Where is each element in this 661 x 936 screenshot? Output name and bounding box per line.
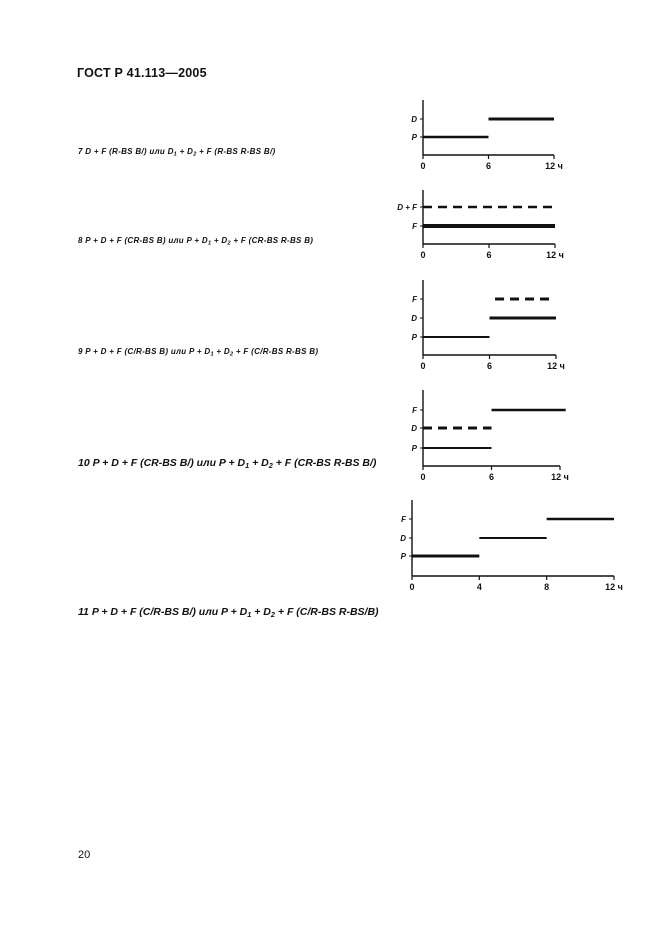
formula-text: P + D + F (C/R-BS B) или P + D xyxy=(85,347,211,356)
formula-subscript: 1 xyxy=(173,151,178,158)
formula-text: P + D + F (CR-BS B/) или P + D xyxy=(92,457,246,469)
row-label: F xyxy=(401,515,406,524)
row-label: D + F xyxy=(397,203,417,212)
formula-text: + D xyxy=(249,457,269,469)
formula-text: + D xyxy=(251,606,271,618)
row-label: P xyxy=(411,444,417,453)
formula-text: P + D + F (C/R-BS B/) или P + D xyxy=(91,606,248,618)
x-tick-label: 0 xyxy=(420,361,426,371)
formula-text: + D xyxy=(213,347,230,356)
x-tick-label: 6 xyxy=(485,161,492,171)
x-tick-label: 6 xyxy=(486,250,492,260)
formula-text: + F (R-BS R-BS B/) xyxy=(196,147,276,156)
x-tick-label: 12 ч xyxy=(546,250,564,260)
x-tick-label: 6 xyxy=(486,361,493,371)
formula-text: + D xyxy=(211,236,228,245)
formula-text: + F (CR-BS R-BS B/) xyxy=(272,457,377,469)
page-number: 20 xyxy=(78,849,91,861)
row-label: F xyxy=(412,222,417,231)
x-tick-label: 4 xyxy=(476,582,482,592)
row-label: D xyxy=(400,534,406,543)
row-label: D xyxy=(411,424,417,433)
formula-subscript: 2 xyxy=(268,460,273,470)
row-label: P xyxy=(411,333,417,342)
x-tick-label: 12 ч xyxy=(547,361,565,371)
x-tick-label: 0 xyxy=(409,582,415,592)
x-tick-label: 12 ч xyxy=(605,582,623,592)
x-tick-label: 0 xyxy=(420,161,426,171)
row-label: D xyxy=(411,314,417,323)
row-label: F xyxy=(412,295,417,304)
formula-subscript: 1 xyxy=(207,240,212,247)
x-tick-label: 8 xyxy=(544,582,550,592)
row-label: P xyxy=(400,552,406,561)
formula-number: 9 xyxy=(78,347,86,356)
x-tick-label: 12 ч xyxy=(551,472,569,482)
x-tick-label: 0 xyxy=(420,250,426,260)
formula-text: + D xyxy=(177,147,194,156)
formula-text: D + F (R-BS B/) или D xyxy=(85,147,174,156)
formula-subscript: 1 xyxy=(210,351,214,358)
formula-text: + F (C/R-BS R-BS/B) xyxy=(274,606,379,618)
formula-number: 11 xyxy=(78,606,92,618)
formula-subscript: 2 xyxy=(270,609,275,619)
row-label: D xyxy=(411,115,417,124)
row-label: P xyxy=(411,133,417,142)
formula-number: 10 xyxy=(78,457,93,469)
formula-number: 8 xyxy=(78,236,86,245)
formula-subscript: 2 xyxy=(227,240,231,247)
formula-subscript: 1 xyxy=(247,609,252,619)
formula-text: + F (C/R-BS R-BS B) xyxy=(233,347,319,356)
formula-text: P + D + F (CR-BS B) или P + D xyxy=(85,236,208,245)
document-header: ГОСТ Р 41.113—2005 xyxy=(77,66,207,80)
formula-subscript: 2 xyxy=(193,151,197,158)
formula-subscript: 1 xyxy=(245,460,250,470)
formula-text: + F (CR-BS R-BS B) xyxy=(230,236,314,245)
x-tick-label: 6 xyxy=(488,472,495,482)
row-label: F xyxy=(412,406,417,415)
x-tick-label: 0 xyxy=(420,472,426,482)
formula-number: 7 xyxy=(78,147,86,156)
formula-subscript: 2 xyxy=(229,351,234,358)
x-tick-label: 12 ч xyxy=(545,161,563,171)
